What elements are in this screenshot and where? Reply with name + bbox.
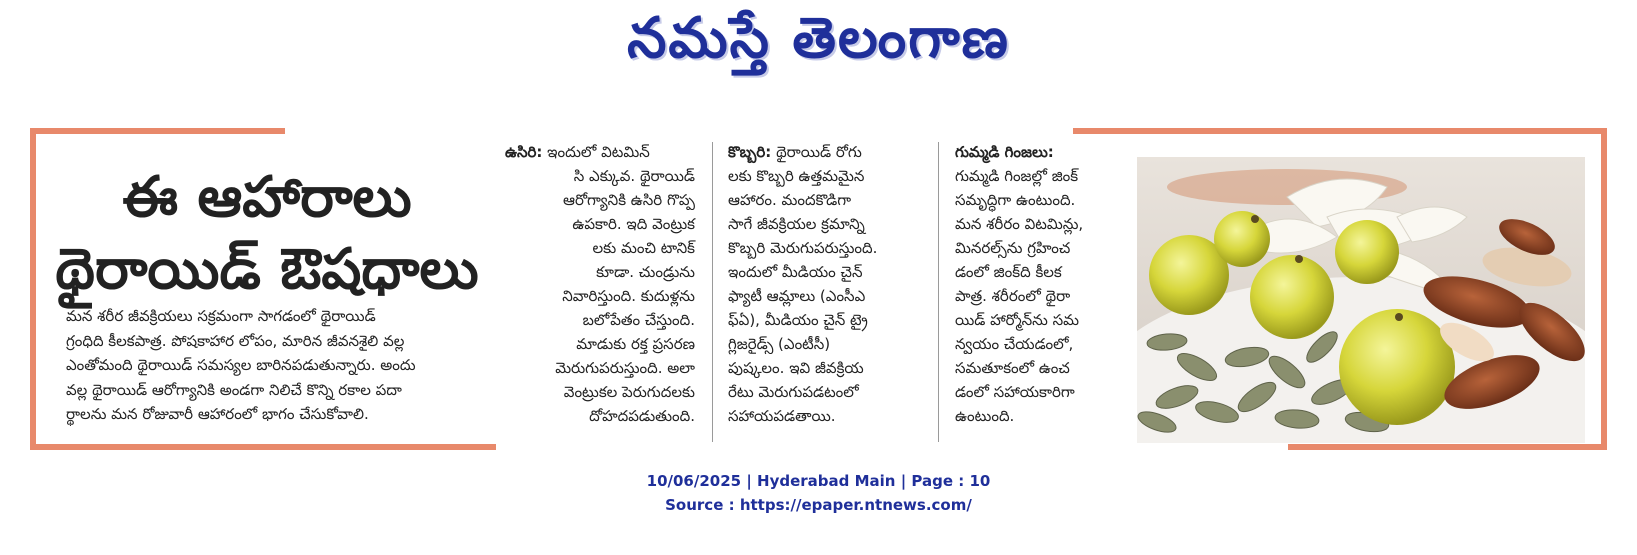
- column-line: న్వయం చేయడంలో,: [955, 335, 1074, 353]
- column-line: సమతూకంలో ఉంచ: [955, 359, 1070, 377]
- intro-line: వల్ల థైరాయిడ్ ఆరోగ్యానికి అండగా నిలిచే కొన్ని రకాల పదా: [66, 380, 402, 399]
- frame-left: [30, 128, 36, 450]
- column-line: నివారిస్తుంది. కుదుళ్లను: [562, 287, 695, 305]
- newspaper-logo: నమస్తే తెలంగాణ: [627, 5, 1010, 71]
- column-line: మెరుగుపరుస్తుంది. అలా: [555, 359, 695, 377]
- intro-line: ఎంతోమంది థైరాయిడ్ సమస్యల బారినపడుతున్నారు. అందు: [66, 356, 416, 374]
- column-divider: [938, 142, 939, 442]
- column-line: ఫ్యాటీ ఆమ్లాలు (ఎంసీఎ: [728, 287, 866, 305]
- column-line: రేటు మెరుగుపడటంలో: [728, 383, 859, 401]
- frame-bottom-left: [30, 444, 496, 450]
- column-line: పాత్ర. శరీరంలో థైరా: [955, 287, 1071, 305]
- column-line: లకు మంచి టానిక్: [592, 239, 695, 257]
- column-line: ఉంటుంది.: [955, 407, 1015, 425]
- column-pumpkin-seeds: [955, 140, 1130, 428]
- intro-line: మన శరీర జీవక్రియలు సక్రమంగా సాగడంలో థైరాయిడ్: [66, 307, 376, 325]
- column-amla: [505, 140, 695, 428]
- intro-line: ర్థాలను మన రోజువారీ ఆహారంలో భాగం చేసుకోవాలి.: [66, 405, 369, 423]
- column-line: కొబ్బరి మెరుగుపరుస్తుంది.: [728, 239, 878, 257]
- column-line: దోహదపడుతుంది.: [589, 407, 695, 425]
- column-line: యిడ్ హార్మోన్‌ను సమ: [955, 311, 1080, 329]
- column-line: వెంట్రుకల పెరుగుదలకు: [563, 383, 695, 401]
- headline-line-1: ఈ ఆహారాలు: [122, 165, 412, 230]
- column-line: లకు కొబ్బరి ఉత్తమమైన: [728, 167, 865, 185]
- column-first-line: [955, 140, 1130, 164]
- column-line: మినరల్స్‌ను గ్రహించ: [955, 239, 1071, 257]
- column-line: కూడా. చుండ్రును: [596, 263, 695, 281]
- column-first-text: ఇందులో విటమిన్: [542, 143, 650, 161]
- footer-source-link[interactable]: Source : https://epaper.ntnews.com/: [665, 496, 972, 514]
- column-line: మన శరీరం విటమిన్లు,: [955, 215, 1084, 233]
- column-line: ఆహారం. మందకొడిగా: [728, 191, 852, 209]
- food-photo-illustration: [1137, 157, 1585, 443]
- frame-top-left: [30, 128, 285, 134]
- column-coconut: [728, 140, 928, 428]
- column-divider: [712, 142, 713, 442]
- column-line: మాడుకు రక్త ప్రసరణ: [576, 335, 695, 353]
- column-line: గ్లిజరైడ్స్ (ఎంటీసీ): [728, 335, 831, 353]
- column-line: సాగే జీవక్రియల క్రమాన్ని: [728, 215, 865, 233]
- column-line: డంలో సహాయకారిగా: [955, 383, 1075, 401]
- column-line: ఉపకారి. ఇది వెంట్రుక: [572, 215, 695, 233]
- frame-bottom-right: [1288, 444, 1607, 450]
- masthead: [0, 2, 1637, 74]
- column-heading: గుమ్మడి గింజలు:: [955, 143, 1054, 161]
- intro-line: గ్రంధిది కీలకపాత్ర. పోషకాహార లోపం, మారిన జీవనశైలి వల్ల: [66, 331, 405, 350]
- food-photo: [1137, 157, 1585, 443]
- column-line: ఆరోగ్యానికి ఉసిరి గొప్ప: [562, 191, 695, 209]
- column-heading: కొబ్బరి:: [728, 143, 772, 161]
- headline-line-2: థైరాయిడ్ ఔషధాలు: [55, 237, 479, 302]
- footer-date-edition: 10/06/2025 | Hyderabad Main | Page : 10: [646, 472, 991, 490]
- column-line: సమృద్ధిగా ఉంటుంది.: [955, 191, 1076, 209]
- column-line: సహాయపడతాయి.: [728, 407, 836, 425]
- column-first-line: [505, 140, 695, 164]
- column-line: బలోపేతం చేస్తుంది.: [582, 311, 695, 329]
- intro-paragraph: [66, 304, 494, 427]
- column-first-text: థైరాయిడ్ రోగు: [771, 143, 862, 161]
- frame-right: [1601, 128, 1607, 450]
- column-first-line: [728, 140, 928, 164]
- column-line: ఫ్ఏ), మీడియం చైన్ ట్రై: [728, 311, 868, 329]
- column-heading: ఉసిరి:: [505, 143, 543, 161]
- column-line: సి ఎక్కువ. థైరాయిడ్: [573, 167, 695, 185]
- column-line: డంలో జింక్‌ది కీలక: [955, 263, 1062, 281]
- headline: [42, 162, 492, 306]
- frame-top-right: [1073, 128, 1607, 134]
- column-line: పుష్కలం. ఇవి జీవక్రియ: [728, 359, 864, 377]
- column-line: గుమ్మడి గింజల్లో జింక్: [955, 167, 1079, 185]
- column-line: ఇందులో మీడియం చైన్: [728, 263, 863, 281]
